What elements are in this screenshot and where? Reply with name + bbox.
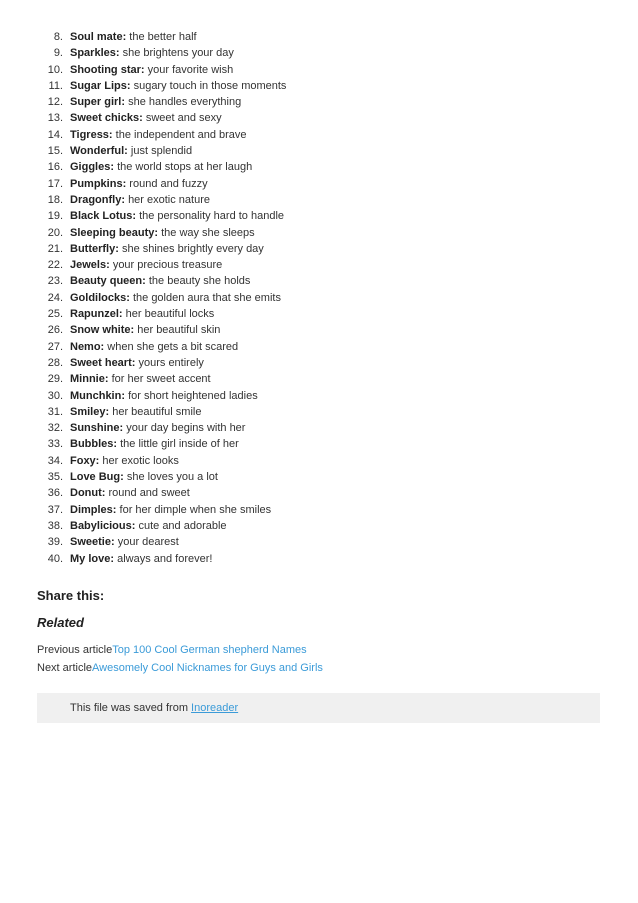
nickname-description: your dearest bbox=[117, 536, 179, 549]
list-item-number: 30. bbox=[47, 389, 63, 402]
list-item bbox=[0, 192, 600, 208]
list-item-number: 23. bbox=[47, 275, 63, 288]
list-item bbox=[0, 127, 600, 143]
nickname: Goldilocks: bbox=[70, 291, 130, 304]
nickname-description: your favorite wish bbox=[147, 63, 234, 76]
previous-article-line bbox=[37, 644, 307, 656]
previous-article-label: Previous article bbox=[37, 644, 113, 656]
list-item-number: 14. bbox=[47, 128, 63, 141]
nickname-description: the independent and brave bbox=[115, 128, 247, 141]
list-item-entry bbox=[70, 62, 233, 78]
nickname: Black Lotus: bbox=[70, 210, 137, 223]
list-item bbox=[0, 436, 600, 452]
nickname-description: the way she sleeps bbox=[161, 226, 255, 239]
nickname-description: your precious treasure bbox=[112, 259, 223, 272]
list-item-number: 31. bbox=[47, 405, 63, 418]
list-item bbox=[0, 404, 600, 420]
list-item-number: 17. bbox=[47, 177, 63, 190]
list-item bbox=[0, 225, 600, 241]
nickname: Dragonfly: bbox=[70, 193, 125, 206]
list-item-entry bbox=[70, 534, 179, 550]
list-item-entry bbox=[70, 127, 247, 143]
list-item-entry bbox=[70, 143, 192, 159]
list-item-number: 40. bbox=[47, 552, 63, 565]
list-item-entry bbox=[70, 225, 255, 241]
nickname: Minnie: bbox=[70, 373, 109, 386]
nickname-description: the better half bbox=[129, 31, 197, 43]
list-item-entry bbox=[70, 192, 210, 208]
list-item-number: 38. bbox=[47, 519, 63, 532]
list-item bbox=[0, 502, 600, 518]
next-article-link[interactable]: Awesomely Cool Nicknames for Guys and Girls bbox=[92, 662, 323, 674]
nickname: Rapunzel: bbox=[70, 308, 123, 321]
nickname: Munchkin: bbox=[70, 389, 125, 402]
nickname-list bbox=[0, 29, 600, 567]
list-item-entry bbox=[70, 502, 271, 518]
list-item-number: 25. bbox=[47, 308, 63, 321]
list-item-number: 22. bbox=[47, 259, 63, 272]
list-item bbox=[0, 176, 600, 192]
saved-from-prefix: This file was saved from bbox=[70, 702, 192, 714]
list-item-number: 15. bbox=[47, 145, 63, 158]
related-heading: Related bbox=[37, 615, 84, 630]
list-item-number: 28. bbox=[47, 356, 63, 369]
list-item-entry bbox=[70, 159, 252, 175]
nickname: Shooting star: bbox=[70, 63, 145, 76]
list-item-number: 32. bbox=[47, 422, 63, 435]
list-item bbox=[0, 485, 600, 501]
nickname-description: she brightens your day bbox=[122, 47, 234, 60]
list-item-number: 34. bbox=[47, 454, 63, 467]
list-item-entry bbox=[70, 404, 201, 420]
list-item-number: 33. bbox=[47, 438, 63, 451]
nickname: Nemo: bbox=[70, 340, 105, 353]
list-item-number: 13. bbox=[47, 112, 63, 125]
list-item-entry bbox=[70, 241, 264, 257]
inoreader-link[interactable]: Inoreader bbox=[191, 702, 239, 714]
list-item-number: 21. bbox=[47, 242, 63, 255]
list-item bbox=[0, 290, 600, 306]
nickname: Foxy: bbox=[70, 454, 100, 467]
nickname: Soul mate: bbox=[70, 31, 127, 43]
nickname: Sparkles: bbox=[70, 47, 120, 60]
list-item bbox=[0, 273, 600, 289]
list-item-entry bbox=[70, 110, 222, 126]
list-item bbox=[0, 45, 600, 61]
list-item-entry bbox=[70, 322, 220, 338]
next-article-line bbox=[37, 662, 323, 674]
nickname-description: the world stops at her laugh bbox=[117, 161, 253, 174]
list-item-number: 8. bbox=[53, 31, 63, 43]
nickname-description: the personality hard to handle bbox=[139, 210, 285, 223]
list-item-number: 11. bbox=[48, 79, 63, 92]
nickname: Sleeping beauty: bbox=[70, 226, 159, 239]
nickname: Babylicious: bbox=[70, 519, 136, 532]
list-item-entry bbox=[70, 45, 234, 61]
saved-from-text bbox=[70, 702, 238, 714]
nickname-description: her beautiful skin bbox=[137, 324, 221, 337]
nickname: Sweetie: bbox=[70, 536, 115, 549]
share-heading: Share this: bbox=[37, 588, 105, 603]
list-item-entry bbox=[70, 453, 179, 469]
nickname-description: round and fuzzy bbox=[129, 177, 208, 190]
list-item bbox=[0, 306, 600, 322]
list-item bbox=[0, 355, 600, 371]
list-item bbox=[0, 62, 600, 78]
list-item-entry bbox=[70, 257, 222, 273]
nickname: Butterfly: bbox=[70, 242, 119, 255]
list-item-number: 9. bbox=[53, 47, 63, 60]
nickname: Super girl: bbox=[70, 96, 126, 109]
list-item-number: 26. bbox=[47, 324, 63, 337]
list-item-entry bbox=[70, 420, 245, 436]
list-item-number: 18. bbox=[47, 193, 63, 206]
list-item-number: 12. bbox=[47, 96, 63, 109]
list-item bbox=[0, 469, 600, 485]
nickname-description: round and sweet bbox=[108, 487, 190, 500]
list-item-entry bbox=[70, 273, 250, 289]
nickname: Jewels: bbox=[70, 259, 110, 272]
list-item bbox=[0, 110, 600, 126]
nickname-description: sweet and sexy bbox=[145, 112, 222, 125]
nickname: Giggles: bbox=[70, 161, 115, 174]
nickname-description: she loves you a lot bbox=[126, 471, 218, 484]
list-item-entry bbox=[70, 518, 227, 534]
nickname: Dimples: bbox=[70, 503, 117, 516]
nickname: My love: bbox=[70, 552, 115, 565]
list-item-entry bbox=[70, 208, 284, 224]
list-item-entry bbox=[70, 355, 204, 371]
list-item-number: 36. bbox=[47, 487, 63, 500]
list-item-number: 19. bbox=[47, 210, 63, 223]
nickname-description: for short heightened ladies bbox=[128, 389, 258, 402]
list-item bbox=[0, 208, 600, 224]
nickname-description: just splendid bbox=[130, 145, 193, 158]
nickname-description: she handles everything bbox=[128, 96, 242, 109]
nickname: Love Bug: bbox=[70, 471, 124, 484]
list-item bbox=[0, 551, 600, 567]
nickname-description: the little girl inside of her bbox=[120, 438, 239, 451]
nickname: Sugar Lips: bbox=[70, 79, 131, 92]
list-item bbox=[0, 143, 600, 159]
list-item-entry bbox=[70, 469, 218, 485]
nickname-description: her exotic looks bbox=[102, 454, 179, 467]
nickname-description: the beauty she holds bbox=[148, 275, 251, 288]
list-item-entry bbox=[70, 388, 258, 404]
nickname: Beauty queen: bbox=[70, 275, 146, 288]
list-item-number: 24. bbox=[47, 291, 63, 304]
list-item-number: 10. bbox=[47, 63, 63, 76]
list-item-entry bbox=[70, 551, 212, 567]
list-item bbox=[0, 94, 600, 110]
nickname: Smiley: bbox=[70, 405, 110, 418]
nickname: Pumpkins: bbox=[70, 177, 127, 190]
list-item bbox=[0, 78, 600, 94]
list-item-number: 29. bbox=[47, 373, 63, 386]
list-item-number: 39. bbox=[47, 536, 63, 549]
nickname-description: she shines brightly every day bbox=[121, 242, 264, 255]
nickname-description: her beautiful locks bbox=[125, 308, 215, 321]
list-item-number: 37. bbox=[47, 503, 63, 516]
nickname-description: her exotic nature bbox=[128, 193, 210, 206]
list-item-entry bbox=[70, 290, 281, 306]
list-item-entry bbox=[70, 176, 208, 192]
nickname-description: always and forever! bbox=[117, 552, 213, 565]
nickname: Bubbles: bbox=[70, 438, 118, 451]
nickname: Snow white: bbox=[70, 324, 135, 337]
list-item-number: 20. bbox=[47, 226, 63, 239]
nickname-description: when she gets a bit scared bbox=[107, 340, 239, 353]
list-item bbox=[0, 257, 600, 273]
nickname: Donut: bbox=[70, 487, 106, 500]
list-item-entry bbox=[70, 371, 211, 387]
list-item-entry bbox=[70, 78, 286, 94]
list-item bbox=[0, 371, 600, 387]
list-item-entry bbox=[70, 306, 214, 322]
saved-from-notice bbox=[37, 693, 600, 723]
list-item bbox=[0, 159, 600, 175]
list-item-number: 27. bbox=[47, 340, 63, 353]
nickname-description: her beautiful smile bbox=[112, 405, 202, 418]
list-item-number: 16. bbox=[47, 161, 63, 174]
nickname-description: sugary touch in those moments bbox=[133, 79, 287, 92]
list-item bbox=[0, 453, 600, 469]
list-item-entry bbox=[70, 339, 238, 355]
list-item-entry bbox=[70, 436, 239, 452]
list-item bbox=[0, 241, 600, 257]
list-item bbox=[0, 534, 600, 550]
list-item-entry bbox=[70, 94, 241, 110]
list-item-entry bbox=[70, 29, 197, 45]
nickname-description: the golden aura that she emits bbox=[132, 291, 281, 304]
next-article-label: Next article bbox=[37, 662, 93, 674]
list-item-entry bbox=[70, 485, 190, 501]
list-item bbox=[0, 29, 600, 45]
list-item bbox=[0, 388, 600, 404]
nickname: Sweet chicks: bbox=[70, 112, 143, 125]
list-item bbox=[0, 322, 600, 338]
nickname: Sweet heart: bbox=[70, 356, 136, 369]
list-item bbox=[0, 420, 600, 436]
nickname: Tigress: bbox=[70, 128, 113, 141]
nickname: Wonderful: bbox=[70, 145, 128, 158]
nickname-description: for her sweet accent bbox=[111, 373, 211, 386]
previous-article-link[interactable]: Top 100 Cool German shepherd Names bbox=[112, 644, 307, 656]
list-item-number: 35. bbox=[47, 471, 63, 484]
nickname-description: cute and adorable bbox=[138, 519, 227, 532]
list-item bbox=[0, 339, 600, 355]
list-item bbox=[0, 518, 600, 534]
nickname-description: for her dimple when she smiles bbox=[119, 503, 272, 516]
nickname: Sunshine: bbox=[70, 422, 124, 435]
nickname-description: yours entirely bbox=[138, 356, 204, 369]
nickname-description: your day begins with her bbox=[126, 422, 246, 435]
